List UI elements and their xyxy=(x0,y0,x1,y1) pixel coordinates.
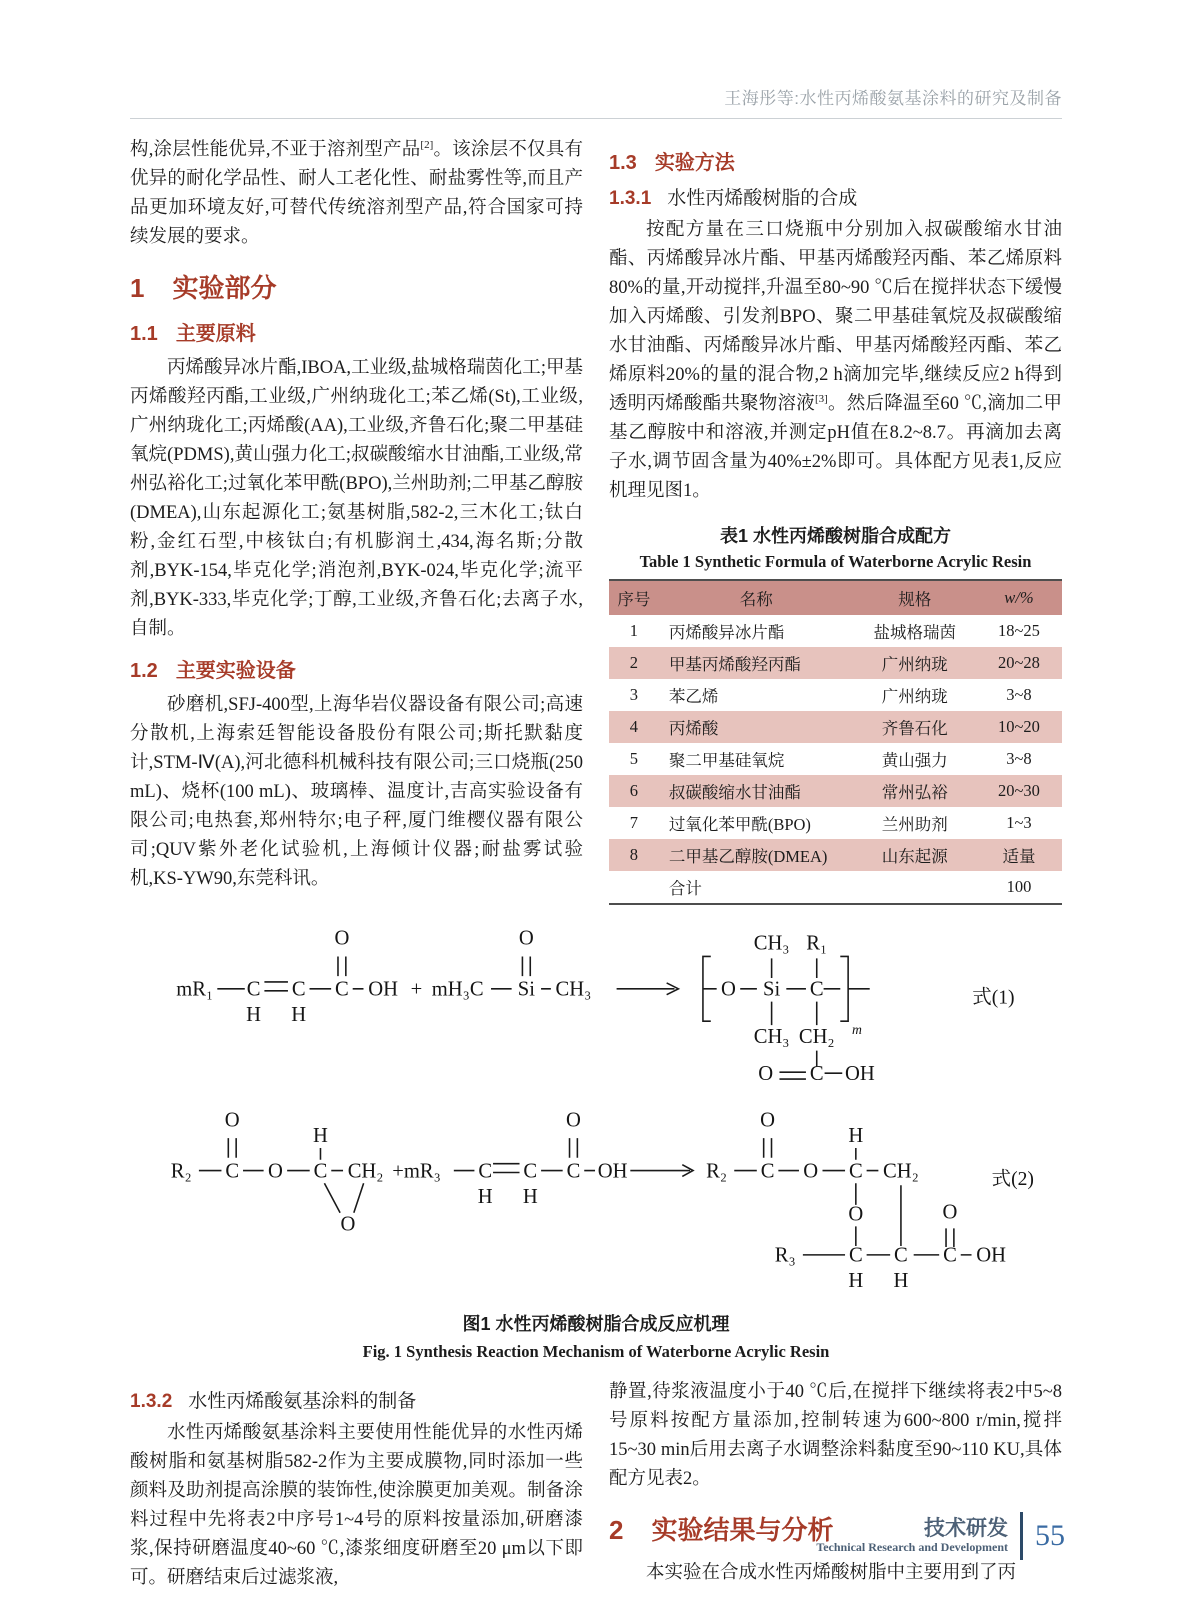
cell-name: 丙烯酸 xyxy=(659,711,854,743)
citation-2: [2] xyxy=(420,138,434,151)
cell-w: 18~25 xyxy=(997,621,1040,640)
table-row xyxy=(609,775,1062,807)
table-row xyxy=(609,647,1062,679)
cell-spec: 齐鲁石化 xyxy=(854,711,976,743)
cell-w: 10~20 xyxy=(976,711,1062,743)
atom: H xyxy=(893,1270,909,1293)
subsection-number: 1.3 xyxy=(609,152,637,174)
paragraph-materials: 丙烯酸异冰片酯,IBOA,工业级,盐城格瑞茵化工;甲基丙烯酸羟丙酯,工业级,广州纳珑化工;苯乙烯(St),工业级,广州纳珑化工;丙烯酸(AA),工业级,齐鲁石化;聚二甲基硅氧烷(PDMS),黄山强力化工;叔碳酸缩水甘油酯,工业级,常州弘裕化工;过氧化苯甲酰(BPO),兰州助剂;二甲基乙醇胺(DMEA),山东起源化工;氨基树脂,582-2,三木化工;钛白粉,金红石型,中核钛白;有机膨润土,434,海名斯;分散剂,BYK-154,毕克化学;消泡剂,BYK-024,毕克化学;流平剂,BYK-333,毕克化学;丁醇,工业级,齐鲁石化;去离子水,自制。 xyxy=(130,358,583,639)
page-footer xyxy=(816,1512,1065,1560)
running-head: 王海彤等:水性丙烯酸氨基涂料的研究及制备 xyxy=(130,84,1062,119)
atom: O xyxy=(566,1109,581,1132)
top-columns xyxy=(130,136,1062,905)
subsubsection-title: 水性丙烯酸树脂的合成 xyxy=(667,188,858,209)
table-row xyxy=(609,807,1062,839)
table1 xyxy=(609,579,1062,905)
intro-text-cont: 。该涂层不仅具有优异的耐化学品性、耐人工老化性、耐盐雾性等,而且产品更加环境友好,可替代传统溶剂型产品,符合国家可持续发展的要求。 xyxy=(130,140,583,247)
bonds xyxy=(199,1138,972,1255)
atom: R₃ xyxy=(774,1244,796,1267)
cell-name: 过氧化苯甲酰(BPO) xyxy=(668,815,811,834)
footer-label-en: Technical Research and Development xyxy=(816,1539,1008,1554)
atom: H xyxy=(848,1270,864,1293)
table-row xyxy=(609,839,1062,871)
atom: O xyxy=(721,978,736,1001)
cell-name: 甲基丙烯酸羟丙酯 xyxy=(659,647,854,679)
cell-no: 6 xyxy=(609,775,659,807)
atom: O xyxy=(267,1160,283,1183)
atom: mR₁ xyxy=(176,978,214,1001)
paragraph-method xyxy=(609,216,1062,506)
atom: C xyxy=(566,1160,581,1183)
subsection-title: 主要原料 xyxy=(175,323,256,345)
subsubsection-number: 1.3.2 xyxy=(130,1391,173,1412)
atom: C xyxy=(760,1160,775,1183)
atom: CH₃ xyxy=(753,1025,790,1048)
equation-2-diagram xyxy=(130,1097,1062,1298)
atom: CH₂ xyxy=(798,1025,835,1048)
atom: CH₃ xyxy=(753,932,790,955)
atom: C xyxy=(478,1160,493,1183)
cell-w: 100 xyxy=(1006,877,1032,896)
equation-1-diagram xyxy=(130,915,1062,1097)
atom: OH xyxy=(976,1244,1007,1267)
atom: OH xyxy=(597,1160,628,1183)
col-header-no: 序号 xyxy=(609,580,659,615)
figure1-caption-en: Fig. 1 Synthesis Reaction Mechanism of Waterborne Acrylic Resin xyxy=(362,1342,830,1361)
atom: R₂ xyxy=(706,1160,728,1183)
paragraph-coating-prep: 水性丙烯酸氨基涂料主要使用性能优异的水性丙烯酸树脂和氨基树脂582-2作为主要成膜物,同时添加一些颜料及助剂提高涂膜的装饰性,使涂膜更加美观。制备涂料过程中先将表2中序号1~4号的原料按量添加,研磨漆浆,保持研磨温度40~60 ℃,漆浆细度研磨至20 μm以下即可。研磨结束后过滤浆液, xyxy=(130,1423,583,1588)
atom: OH xyxy=(368,978,398,1001)
subsection-heading-1-3 xyxy=(609,146,1062,175)
right-column-bottom xyxy=(609,1378,1062,1593)
left-column-bottom xyxy=(130,1378,583,1593)
atom: CH₂ xyxy=(347,1160,384,1183)
cell-name: 苯乙烯 xyxy=(668,687,719,706)
section-number: 2 xyxy=(609,1515,624,1545)
subsubsection-heading-1-3-2 xyxy=(130,1386,583,1413)
atom: C xyxy=(809,1063,824,1086)
col-header-w: w/% xyxy=(976,580,1062,615)
atom: O xyxy=(803,1160,819,1183)
cell-w: 3~8 xyxy=(1006,749,1032,768)
atom: Si xyxy=(763,978,781,1001)
atom: mH₃C xyxy=(431,978,484,1001)
atom: H xyxy=(246,1004,262,1027)
cell-no: 8 xyxy=(609,839,659,871)
cell-name: 丙烯酸异冰片酯 xyxy=(668,623,785,642)
table-row xyxy=(609,615,1062,647)
cell-no: 1 xyxy=(629,621,639,640)
figure1-caption-cn: 图1 水性丙烯酸树脂合成反应机理 xyxy=(462,1314,730,1334)
atom: H xyxy=(313,1125,328,1148)
equation-2-label: 式(2) xyxy=(991,1169,1034,1191)
table1-block xyxy=(609,522,1062,905)
atom: O xyxy=(340,1213,356,1236)
cell-spec: 常州弘裕 xyxy=(854,775,976,807)
cell-no: 4 xyxy=(609,711,659,743)
subsection-title: 实验方法 xyxy=(654,152,735,174)
bottom-columns xyxy=(130,1378,1062,1593)
atom: CH₂ xyxy=(883,1160,919,1183)
cell-no: 2 xyxy=(609,647,659,679)
atom: H xyxy=(848,1125,864,1148)
atom: C xyxy=(313,1160,328,1183)
atom: O xyxy=(942,1201,958,1224)
cell-no: 7 xyxy=(629,813,639,832)
subsubsection-title: 水性丙烯酸氨基涂料的制备 xyxy=(188,1391,417,1412)
plus-sign: + xyxy=(410,978,423,1001)
table1-title-cn: 表1 水性丙烯酸树脂合成配方 xyxy=(719,526,951,546)
cell-w: 适量 xyxy=(976,839,1062,871)
intro-text: 构,涂层性能优异,不亚于溶剂型产品 xyxy=(130,140,421,160)
table-row xyxy=(609,679,1062,711)
cell-spec xyxy=(854,871,976,904)
cell-no: 5 xyxy=(629,749,639,768)
cell-no xyxy=(609,871,659,904)
atom: Si xyxy=(517,978,535,1001)
atom: R₂ xyxy=(170,1160,192,1183)
paragraph-equipment: 砂磨机,SFJ-400型,上海华岩仪器设备有限公司;高速分散机,上海索廷智能设备股份有限公司;斯托默黏度计,STM-Ⅳ(A),河北德科机械科技有限公司;三口烧瓶(250 mL)、烧杯(100 mL)、玻璃棒、温度计,吉高实验设备有限公司;电热套,郑州特尔;电子秤,厦门维樱仪器有限公司;QUV紫外老化试验机,上海倾计仪器;耐盐雾试验机,KS-YW90,东莞科讯。 xyxy=(130,695,583,889)
paragraph-coating-prep-cont: 静置,待浆液温度小于40 ℃后,在搅拌下继续将表2中5~8号原料按配方量添加,控制转速为600~800 r/min,搅拌15~30 min后用去离子水调整涂料黏度至90~110 KU,具体配方见表2。 xyxy=(609,1382,1062,1489)
subsubsection-heading-1-3-1 xyxy=(609,183,1062,210)
section-number: 1 xyxy=(130,273,145,303)
table-row xyxy=(609,711,1062,743)
col-header-spec: 规格 xyxy=(854,580,976,615)
cell-no: 3 xyxy=(629,685,639,704)
subsection-title: 主要实验设备 xyxy=(175,660,296,682)
citation-3: [3] xyxy=(814,392,828,405)
cell-w: 20~30 xyxy=(976,775,1062,807)
atom: C xyxy=(225,1160,240,1183)
atom: O xyxy=(760,1109,776,1132)
paragraph-results-intro: 本实验在合成水性丙烯酸树脂中主要用到了丙 xyxy=(646,1563,1017,1583)
left-column-top xyxy=(130,136,583,905)
footer-divider xyxy=(1020,1512,1023,1560)
section-title: 实验结果与分析 xyxy=(651,1515,834,1545)
cell-spec: 广州纳珑 xyxy=(854,647,976,679)
atom: C xyxy=(848,1244,863,1267)
table-row xyxy=(609,743,1062,775)
cell-name: 叔碳酸缩水甘油酯 xyxy=(659,775,854,807)
atom: C xyxy=(291,978,306,1001)
cell-w: 20~28 xyxy=(976,647,1062,679)
atom: O xyxy=(334,927,350,950)
atom: H xyxy=(522,1185,538,1208)
cell-spec: 广州纳珑 xyxy=(881,687,948,706)
atom: +mR₃ xyxy=(392,1160,441,1183)
cell-spec: 盐城格瑞茵 xyxy=(873,623,956,642)
table1-header-row xyxy=(609,580,1062,615)
atom: C xyxy=(523,1160,538,1183)
figure1-block xyxy=(130,915,1062,1362)
atom: C xyxy=(809,978,824,1001)
atom: C xyxy=(848,1160,863,1183)
table1-title-en: Table 1 Synthetic Formula of Waterborne Acrylic Resin xyxy=(639,552,1032,571)
cell-name: 聚二甲基硅氧烷 xyxy=(668,751,785,770)
atom: C xyxy=(335,978,349,1001)
atom: CH₃ xyxy=(555,978,592,1001)
method-text-cont: 。然后降温至60 ℃,滴加二甲基乙醇胺中和溶液,并测定pH值在8.2~8.7。再滴加去离子水,调节固含量为40%±2%即可。具体配方见表1,反应机理见图1。 xyxy=(609,394,1062,501)
atom: C xyxy=(246,978,261,1001)
subsection-number: 1.1 xyxy=(130,323,158,345)
cell-w: 3~8 xyxy=(1006,685,1032,704)
atom: C xyxy=(894,1244,908,1267)
cell-spec: 黄山强力 xyxy=(881,751,948,770)
subsection-heading-1-1 xyxy=(130,317,583,346)
atom: C xyxy=(943,1244,957,1267)
page-number: 55 xyxy=(1035,1519,1065,1552)
subsubsection-number: 1.3.1 xyxy=(609,188,652,209)
atom: R₁ xyxy=(806,932,828,955)
cell-name: 二甲基乙醇胺(DMEA) xyxy=(659,839,854,871)
paragraph-intro xyxy=(130,136,583,252)
atom: OH xyxy=(845,1063,875,1086)
atom: H xyxy=(291,1004,307,1027)
cell-name: 合计 xyxy=(668,879,702,898)
equation-1-label: 式(1) xyxy=(972,987,1015,1009)
atom: O xyxy=(224,1109,240,1132)
subsection-number: 1.2 xyxy=(130,660,158,682)
atom: O xyxy=(848,1203,864,1226)
cell-w: 1~3 xyxy=(1006,813,1032,832)
subsection-heading-1-2 xyxy=(130,654,583,683)
cell-spec: 兰州助剂 xyxy=(881,815,948,834)
section-heading-1 xyxy=(130,268,583,305)
right-column-top xyxy=(609,136,1062,905)
col-header-name: 名称 xyxy=(659,580,854,615)
cell-spec: 山东起源 xyxy=(854,839,976,871)
table-total-row xyxy=(609,871,1062,904)
atom: O xyxy=(758,1063,774,1086)
bonds xyxy=(217,956,869,1079)
atom: H xyxy=(477,1185,493,1208)
footer-labels xyxy=(816,1518,1008,1555)
footer-label-cn: 技术研发 xyxy=(924,1516,1008,1540)
section-title: 实验部分 xyxy=(172,273,277,303)
repeat-subscript-m: m xyxy=(851,1021,862,1037)
method-text: 按配方量在三口烧瓶中分别加入叔碳酸缩水甘油酯、丙烯酸异冰片酯、甲基丙烯酸羟丙酯、苯乙烯原料80%的量,开动搅拌,升温至80~90 ℃后在搅拌状态下缓慢加入丙烯酸、引发剂BPO、聚二甲基硅氧烷及叔碳酸缩水甘油酯、丙烯酸异冰片酯、甲基丙烯酸羟丙酯、苯乙烯原料20%的量的混合物,2 h滴加完毕,继续反应2 h得到透明丙烯酸酯共聚物溶液 xyxy=(609,220,1062,414)
atom: O xyxy=(518,927,534,950)
